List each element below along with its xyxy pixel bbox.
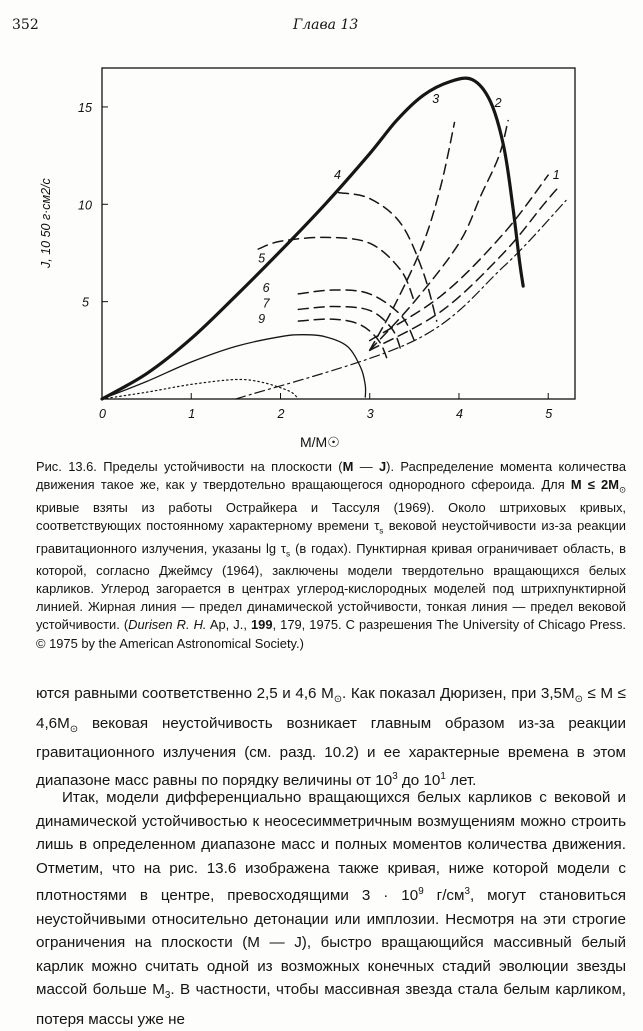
subscript-s: s [286,548,291,559]
stability-chart [0,40,643,452]
series-line-dashed-7 [370,175,549,341]
series-line-2 [370,121,508,351]
reference-volume: 199 [250,617,273,633]
caption-text: ). Распределение момента количества движения такое же, как у твердотельно вращающегося однородного сфероида. Для [36,459,626,493]
curve-label-4: 4 [334,167,341,182]
caption-label: Рис. 13.6. [36,459,97,474]
paragraph-1 [36,682,626,792]
sun-symbol: ⊙ [618,484,626,495]
x-tick-label: 5 [545,407,553,421]
caption-text: Пределы устойчивости на плоскости ( [96,459,343,474]
curve-label-7: 7 [262,296,270,311]
superscript: 3 [464,886,470,897]
body-text: , могут становиться неустойчивыми относительно детонации или имплозии. Несмотря на эти строгие ограничения на плоскости (M — J), быстро вращающийся массивный белый карлик можно считать одной из возможных конечных стадий эволюции звезды массой больше M [36,887,627,999]
reference-author: Durisen R. H. [128,617,207,633]
sun-symbol: ⊙ [69,723,79,735]
chapter-title: Глава 13 [293,17,359,33]
caption-text: (в годах). Пунктирная кривая ограничивает область, в которой, согласно Джеймсу (1964), заключены модели твердотельно вращающихся белых карликов. Углерод загорается в центрах углерод-кислородных моделей под штрихпунктирной линией. Жирная линия — предел динамической устойчивости, тонкая линия — предел вековой устойчивости. ( [36,540,626,633]
subscript: 3 [164,990,171,1002]
body-text: до 10 [397,771,441,789]
curve-label-2: 2 [494,95,502,110]
superscript: 1 [440,770,446,782]
caption-bold-j: J [378,459,387,474]
series-line-6 [298,290,414,341]
series-layer [102,78,566,399]
x-axis-label: M/M☉ [300,434,340,450]
body-text: . Как показал Дюризен, при 3,5M [342,685,575,702]
figure-caption [36,458,626,653]
body-text: Итак, модели дифференциально вращающихся белых карликов с вековой и динамической устойчивостью к неосесимметричным возмущениям можно строить лишь в определенном диапазоне масс и полных моментов количества движения. Отметим, что на рис. 13.6 изображена также кривая, ниже которой модели с плотностями в центре, превосходящими 3 · 10 [36,789,626,905]
labels-layer [39,92,560,450]
y-tick-label: 10 [78,198,92,213]
curve-label-1: 1 [552,167,560,182]
caption-condition: M ≤ 2M [570,477,619,493]
body-text: . В частности, чтобы массивная звезда стала белым карликом, потеря массы уже не [36,981,626,1028]
series-line-secular-stability-limit-thin- [102,335,366,399]
page-number: 352 [12,17,39,33]
x-tick-label: 0 [99,407,106,421]
plot-frame [102,68,575,399]
curve-label-3: 3 [432,92,440,107]
superscript: 9 [418,886,424,897]
caption-text: кривые взяты из работы Острайкера и Тассуля (1969). Около штриховых кривых, соответствующих постоянному характерному времени τ [36,499,626,533]
body-text: ются равными соответственно 2,5 и 4,6 M [36,685,334,702]
subscript-s: s [379,525,384,536]
body-text: ≤ M ≤ 4,6M [36,685,627,732]
superscript: 3 [392,770,398,782]
body-text: вековая неустойчивость возникает главным образом из-за реакции гравитационного излучения (см. разд. 10.2) и ее характерные времена в этом диапазоне масс равны по порядку величины от 10 [36,714,626,789]
paragraph-2 [36,786,626,1031]
series-line-4 [339,193,437,322]
curve-label-9: 9 [258,312,266,327]
curve-label-6: 6 [262,280,270,295]
reference-rest: , 179, 1975. С разрешения The University of Chicago Press. © 1975 by the American Astronomical Society.) [36,617,626,651]
sun-symbol: ⊙ [333,694,343,706]
body-text: лет. [445,771,477,789]
series-line-5 [258,237,414,301]
x-tick-label: 4 [455,407,463,421]
series-line-dynamic-stability-limit-thick- [102,78,523,399]
y-tick-label: 5 [82,295,89,310]
series-line-7 [298,306,401,350]
caption-bold-m: M [342,459,354,474]
x-tick-label: 2 [277,407,285,421]
series-line-9 [298,319,387,360]
x-tick-label: 3 [366,407,374,421]
curve-label-5: 5 [258,251,266,266]
sun-symbol: ⊙ [574,694,583,706]
caption-text: вековой неустойчивости из-за реакции гравитационного излучения, указаны lg τ [36,517,626,556]
series-line-1 [370,189,558,351]
y-tick-label: 15 [78,100,92,115]
caption-dash: — [353,459,379,474]
plot-border [102,68,575,399]
reference-journal: Ap, J., [206,617,251,633]
x-tick-label: 1 [188,407,196,421]
y-axis-label: J, 10 50 г·см2/с [39,178,53,268]
body-text: г/см [423,887,465,905]
